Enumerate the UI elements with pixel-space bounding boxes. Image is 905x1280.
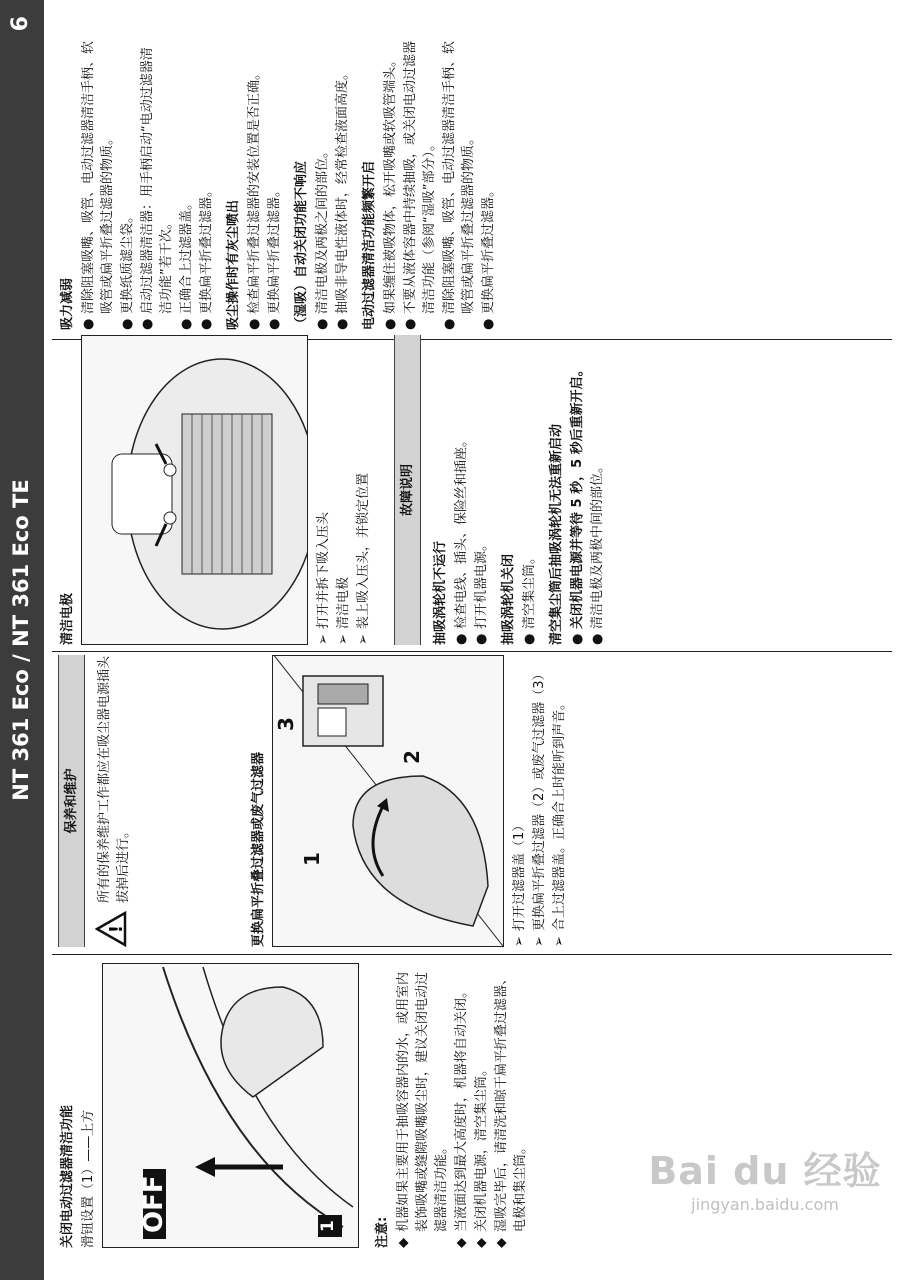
list-item: ● 清除阻塞吸嘴、吸管、电动过滤器清洁手柄、软吸管或扁平折叠过滤器的物质。 <box>442 40 476 330</box>
baidu-watermark <box>640 1140 890 1214</box>
fault-title: 抽吸涡轮机关闭 <box>501 553 516 645</box>
list-item: ● 清洁电极及两极中间的部位。 <box>590 459 605 645</box>
callout-1: 1 <box>318 1220 338 1232</box>
fault-title: （湿吸）自动关闭功能不响应 <box>294 160 309 330</box>
list-item: ● 清洁电极及两极之间的部位。 <box>315 144 330 330</box>
hand-slider-drawing <box>103 963 358 1247</box>
page-number: 6 <box>8 16 33 32</box>
warning-block <box>95 655 133 947</box>
step-item: ➢ 装上吸入压头，并锁定位置 <box>356 472 371 645</box>
list-item: ● 清空集尘筒。 <box>522 550 537 645</box>
list-item: ◆ 机器如果主要用于抽吸容器内的水，或用室内装饰吸嘴或缝隙吸嘴吸尘时，建议关闭电动过滤器清洁功能。 <box>396 971 449 1248</box>
electrode-drawing <box>82 339 307 644</box>
page-header <box>0 0 44 1280</box>
fault-title: 吸力减弱 <box>60 277 75 330</box>
step-item: ➢ 打开过滤器盖（1） <box>512 818 527 947</box>
step-item: ➢ 打开并拆下吸入压头 <box>316 511 331 645</box>
list-item: ● 更换扁平折叠过滤器。 <box>481 183 496 330</box>
list-item: ● 如果缠住被吸物体，松开吸嘴或软吸管端头。 <box>383 53 398 330</box>
page-title: NT 361 Eco / NT 361 Eco TE <box>9 479 33 801</box>
list-item: ◆ 当液面达到最大高度时，机器将自动关闭。 <box>454 984 469 1248</box>
fault-title: 吸尘操作时有灰尘喷出 <box>226 199 241 330</box>
section-box-troubleshooting: 故障说明 <box>394 335 421 645</box>
watermark-url: jingyan.baidu.com <box>691 1195 839 1214</box>
watermark-brand: Bai du 经验 <box>648 1149 882 1193</box>
step-item: ➢ 清洁电极 <box>336 576 351 645</box>
filter-drawing <box>273 655 503 946</box>
list-item: ● 启动过滤器清洁器：用手柄启动“电动过滤器清洁功能”若干次。 <box>140 47 174 330</box>
list-item: ● 更换扁平折叠过滤器。 <box>199 183 214 330</box>
list-item: ● 关闭机器电源并等待 5 秒，5 秒后重新开启。 <box>570 363 585 645</box>
list-item: ◆ 湿吸完毕后，请清洗和晾干扁平折叠过滤器、电极和集尘筒。 <box>494 971 528 1248</box>
list-item: ● 正确合上过滤器盖。 <box>179 196 194 330</box>
list-item: ● 抽吸非导电性液体时，经常检查液面高度。 <box>335 66 350 330</box>
column-maintenance <box>58 655 570 947</box>
list-item: ◆ 关闭机器电源，清空集尘筒。 <box>474 1062 489 1248</box>
callout-2: 2 <box>400 750 424 764</box>
fault-title: 电动过滤器清洁功能频繁开启 <box>362 160 377 330</box>
warning-icon <box>95 911 127 947</box>
fault-title: 抽吸涡轮机不运行 <box>433 540 448 645</box>
callout-1: 1 <box>300 852 324 866</box>
step-item: ➢ 合上过滤器盖。正确合上时能听到声音。 <box>552 696 567 947</box>
callout-3: 3 <box>274 717 298 731</box>
column-divider <box>52 954 892 955</box>
fault-title: 清空集尘筒后抽吸涡轮机无法重新启动 <box>549 423 564 645</box>
list-item: ● 不要从液体容器中持续抽吸，或关闭电动过滤器清洁功能（参阅“湿吸”部分）。 <box>403 40 437 330</box>
section-subheading: 滑钮设置（1）——上方 <box>81 1109 96 1248</box>
section-heading: 关闭电动过滤器清洁功能 <box>60 1104 75 1248</box>
filter-heading: 更换扁平折叠过滤器或废气过滤器 <box>251 751 266 947</box>
step-item: ➢ 更换扁平折叠过滤器（2）或废气过滤器（3） <box>532 667 547 947</box>
section-box-maintenance: 保养和维护 <box>58 655 85 947</box>
column-electrode-troubleshooting <box>58 335 608 645</box>
warning-text: 所有的保养维护工作都应在吸尘器电源插头拔掉后进行。 <box>97 655 131 903</box>
off-label: OFF <box>143 1169 166 1239</box>
list-item: ● 更换纸质滤尘袋。 <box>120 209 135 330</box>
filter-replacement-illustration <box>272 655 504 947</box>
list-item: ● 打开机器电源。 <box>474 537 489 645</box>
svg-text:!: ! <box>106 924 127 934</box>
list-item: ● 清除阻塞吸嘴、吸管、电动过滤器清洁手柄、软吸管或扁平折叠过滤器的物质。 <box>81 40 115 330</box>
off-switch-illustration <box>102 963 359 1248</box>
list-item: ● 检查电线、插头、保险丝和插座。 <box>454 433 469 645</box>
section-heading: 清洁电极 <box>60 592 75 645</box>
note-title: 注意: <box>375 1216 390 1248</box>
list-item: ● 更换扁平折叠过滤器。 <box>267 183 282 330</box>
list-item: ● 检查扁平折叠过滤器的安装位置是否正确。 <box>247 66 262 330</box>
electrode-illustration <box>81 335 308 645</box>
column-troubleshooting-cont <box>58 38 499 330</box>
column-filter-cleaning-off <box>58 963 531 1248</box>
column-divider <box>52 651 892 652</box>
